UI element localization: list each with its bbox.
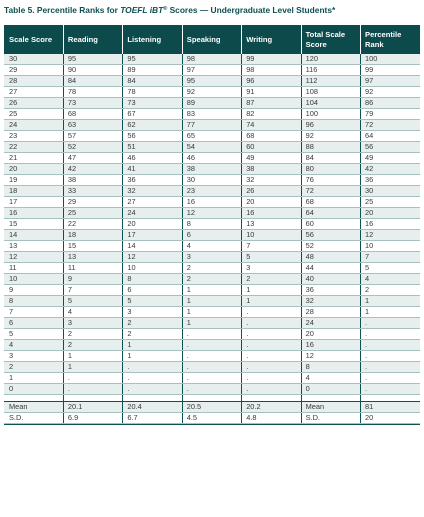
caption-registered-mark: ®	[163, 6, 168, 12]
table-cell: 12	[4, 252, 63, 263]
table-row	[4, 208, 420, 219]
table-cell: 22	[63, 219, 122, 230]
table-cell: 92	[182, 87, 241, 98]
table-cell: 10	[242, 230, 301, 241]
table-cell: 57	[63, 131, 122, 142]
table-cell: 20	[242, 197, 301, 208]
table-cell: 95	[123, 54, 182, 65]
table-cell: 24	[4, 120, 63, 131]
table-cell: 79	[361, 109, 420, 120]
table-cell: 1	[182, 307, 241, 318]
stat-cell: Mean	[301, 401, 360, 412]
table-cell: 97	[361, 76, 420, 87]
caption-prefix: Table 5. Percentile Ranks for	[4, 5, 121, 15]
table-cell: 65	[182, 131, 241, 142]
table-cell: 24	[301, 318, 360, 329]
table-cell: 21	[4, 153, 63, 164]
table-cell: 7	[63, 285, 122, 296]
col-listening-header: Listening	[123, 25, 182, 54]
table-cell: 82	[242, 109, 301, 120]
table-cell: 5	[63, 296, 122, 307]
table-cell: .	[242, 351, 301, 362]
table-cell: 24	[123, 208, 182, 219]
table-cell: .	[242, 384, 301, 395]
table-cell: 1	[123, 351, 182, 362]
col-percentile-rank-header: Percentile Rank	[361, 25, 420, 54]
table-cell: 64	[361, 131, 420, 142]
table-row	[4, 296, 420, 307]
table-cell: 1	[182, 318, 241, 329]
table-row	[4, 164, 420, 175]
table-cell: 19	[4, 175, 63, 186]
table-cell: 29	[4, 65, 63, 76]
table-cell: 78	[63, 87, 122, 98]
table-cell: 12	[301, 351, 360, 362]
table-cell: 1	[63, 351, 122, 362]
table-cell: .	[242, 329, 301, 340]
table-cell: 97	[182, 65, 241, 76]
table-row	[4, 65, 420, 76]
table-row	[4, 263, 420, 274]
table-cell: 49	[242, 153, 301, 164]
table-cell: 84	[301, 153, 360, 164]
table-cell: 52	[301, 241, 360, 252]
table-cell: 68	[301, 197, 360, 208]
table-cell: 48	[301, 252, 360, 263]
table-cell: 28	[301, 307, 360, 318]
table-cell: 1	[63, 362, 122, 373]
mean-row	[4, 401, 420, 412]
table-cell: 96	[301, 120, 360, 131]
table-cell: 98	[242, 65, 301, 76]
table-cell: .	[361, 318, 420, 329]
table-cell: 7	[361, 252, 420, 263]
table-cell: 38	[242, 164, 301, 175]
table-cell: 78	[123, 87, 182, 98]
table-header	[4, 25, 420, 54]
table-cell: 30	[182, 175, 241, 186]
col-writing-header: Writing	[242, 25, 301, 54]
table-cell: 6	[4, 318, 63, 329]
table-cell: 1	[361, 296, 420, 307]
table-cell: 28	[4, 76, 63, 87]
table-row	[4, 373, 420, 384]
table-cell: 120	[301, 54, 360, 65]
table-cell: 83	[182, 109, 241, 120]
table-cell: 89	[123, 65, 182, 76]
table-row	[4, 362, 420, 373]
col-total-scale-score-header: Total Scale Score	[301, 25, 360, 54]
table-cell: .	[182, 329, 241, 340]
table-row	[4, 98, 420, 109]
table-cell: 77	[182, 120, 241, 131]
stat-cell: S.D.	[4, 412, 63, 423]
table-cell: 1	[123, 340, 182, 351]
stat-cell: 20.2	[242, 401, 301, 412]
stat-cell: 6.7	[123, 412, 182, 423]
caption-toefl: TOEFL iBT	[120, 5, 164, 15]
table-cell: 2	[182, 263, 241, 274]
table-cell: 52	[63, 142, 122, 153]
table-cell: .	[123, 373, 182, 384]
table-cell: 9	[63, 274, 122, 285]
table-cell: .	[63, 373, 122, 384]
table-cell: 12	[123, 252, 182, 263]
table-cell: 2	[123, 318, 182, 329]
table-cell: 18	[4, 186, 63, 197]
table-cell: 23	[182, 186, 241, 197]
table-cell: 12	[361, 230, 420, 241]
table-cell: 11	[63, 263, 122, 274]
table-cell: 4	[182, 241, 241, 252]
col-reading-header: Reading	[63, 25, 122, 54]
table-cell: 41	[123, 164, 182, 175]
table-cell: 23	[4, 131, 63, 142]
table-cell: 4	[361, 274, 420, 285]
table-cell: .	[182, 351, 241, 362]
table-cell: .	[361, 329, 420, 340]
table-cell: 95	[182, 76, 241, 87]
table-row	[4, 274, 420, 285]
table-row	[4, 120, 420, 131]
table-cell: .	[242, 362, 301, 373]
table-row	[4, 197, 420, 208]
table-cell: 54	[182, 142, 241, 153]
table-cell: 5	[123, 296, 182, 307]
table-cell: .	[242, 340, 301, 351]
stat-cell: 4.5	[182, 412, 241, 423]
table-cell: 20	[301, 329, 360, 340]
table-cell: 44	[301, 263, 360, 274]
table-cell: 2	[63, 329, 122, 340]
table-row	[4, 252, 420, 263]
table-row	[4, 54, 420, 65]
table-cell: 92	[301, 131, 360, 142]
table-row	[4, 384, 420, 395]
table-row	[4, 318, 420, 329]
table-cell: 116	[301, 65, 360, 76]
table-cell: 3	[63, 318, 122, 329]
table-cell: 7	[4, 307, 63, 318]
table-cell: 47	[63, 153, 122, 164]
table-cell: 32	[242, 175, 301, 186]
table-cell: 68	[63, 109, 122, 120]
table-row	[4, 285, 420, 296]
table-cell: 4	[4, 340, 63, 351]
table-cell: 7	[242, 241, 301, 252]
table-cell: 63	[63, 120, 122, 131]
table-cell: 8	[123, 274, 182, 285]
table-cell: 64	[301, 208, 360, 219]
table-cell: 13	[4, 241, 63, 252]
table-cell: .	[123, 362, 182, 373]
table-cell: 26	[242, 186, 301, 197]
table-cell: 25	[361, 197, 420, 208]
table-cell: 13	[242, 219, 301, 230]
table-cell: 16	[301, 340, 360, 351]
table-cell: 56	[301, 230, 360, 241]
table-cell: 84	[123, 76, 182, 87]
table-cell: 38	[182, 164, 241, 175]
table-cell: .	[242, 373, 301, 384]
table-cell: 73	[63, 98, 122, 109]
table-cell: 18	[63, 230, 122, 241]
table-cell: 15	[63, 241, 122, 252]
table-cell: 2	[4, 362, 63, 373]
table-cell: 25	[63, 208, 122, 219]
table-cell: .	[123, 384, 182, 395]
table-cell: 74	[242, 120, 301, 131]
table-cell: .	[361, 384, 420, 395]
table-cell: 16	[182, 197, 241, 208]
stat-cell: 20.4	[123, 401, 182, 412]
table-cell: .	[242, 318, 301, 329]
table-cell: 1	[361, 307, 420, 318]
table-cell: 8	[301, 362, 360, 373]
table-cell: 2	[361, 285, 420, 296]
stat-cell: 20.5	[182, 401, 241, 412]
table-cell: 20	[123, 219, 182, 230]
table-cell: 2	[63, 340, 122, 351]
table-cell: 1	[182, 296, 241, 307]
table-cell: 60	[242, 142, 301, 153]
table-cell: 30	[4, 54, 63, 65]
col-scale-score-header: Scale Score	[4, 25, 63, 54]
table-cell: .	[361, 351, 420, 362]
table-cell: .	[361, 373, 420, 384]
table-cell: 11	[4, 263, 63, 274]
table-cell: 104	[301, 98, 360, 109]
table-cell: 32	[123, 186, 182, 197]
stat-cell: 20	[361, 412, 420, 423]
table-cell: .	[361, 362, 420, 373]
table-cell: 4	[301, 373, 360, 384]
table-cell: 4	[63, 307, 122, 318]
table-cell: 40	[301, 274, 360, 285]
table-cell: 3	[182, 252, 241, 263]
table-cell: 27	[123, 197, 182, 208]
table-cell: .	[63, 384, 122, 395]
table-row	[4, 219, 420, 230]
table-row	[4, 131, 420, 142]
table-cell: 6	[123, 285, 182, 296]
table-cell: 73	[123, 98, 182, 109]
table-cell: 27	[4, 87, 63, 98]
table-body	[4, 54, 420, 423]
table-cell: 25	[4, 109, 63, 120]
table-row	[4, 351, 420, 362]
table-row	[4, 153, 420, 164]
table-cell: 1	[242, 285, 301, 296]
table-cell: 62	[123, 120, 182, 131]
stat-cell: Mean	[4, 401, 63, 412]
stat-cell: 20.1	[63, 401, 122, 412]
table-cell: 68	[242, 131, 301, 142]
table-cell: 42	[361, 164, 420, 175]
table-row	[4, 241, 420, 252]
table-cell: .	[182, 384, 241, 395]
table-cell: 20	[4, 164, 63, 175]
table-cell: 3	[242, 263, 301, 274]
table-cell: 60	[301, 219, 360, 230]
table-cell: 90	[63, 65, 122, 76]
table-cell: 36	[123, 175, 182, 186]
table-cell: 16	[361, 219, 420, 230]
table-row	[4, 76, 420, 87]
table-cell: 86	[361, 98, 420, 109]
table-cell: 36	[361, 175, 420, 186]
table-cell: 16	[242, 208, 301, 219]
table-cell: 80	[301, 164, 360, 175]
table-frame	[4, 25, 420, 425]
table-cell: 76	[301, 175, 360, 186]
table-row	[4, 175, 420, 186]
table-cell: 20	[361, 208, 420, 219]
table-cell: 22	[4, 142, 63, 153]
header-row	[4, 25, 420, 54]
table-row	[4, 142, 420, 153]
table-cell: 91	[242, 87, 301, 98]
table-cell: 29	[63, 197, 122, 208]
table-cell: 51	[123, 142, 182, 153]
table-cell: 10	[123, 263, 182, 274]
table-cell: 16	[4, 208, 63, 219]
table-cell: 33	[63, 186, 122, 197]
table-cell: 13	[63, 252, 122, 263]
table-cell: 87	[242, 98, 301, 109]
table-cell: 2	[242, 274, 301, 285]
table-cell: 67	[123, 109, 182, 120]
table-cell: 46	[123, 153, 182, 164]
percentile-table	[4, 25, 420, 424]
table-cell: 100	[361, 54, 420, 65]
table-row	[4, 87, 420, 98]
table-cell: 0	[4, 384, 63, 395]
stat-cell: 81	[361, 401, 420, 412]
table-cell: 98	[182, 54, 241, 65]
table-cell: 5	[361, 263, 420, 274]
table-cell: 89	[182, 98, 241, 109]
table-cell: .	[182, 362, 241, 373]
table-cell: .	[242, 307, 301, 318]
table-row	[4, 307, 420, 318]
table-cell: 5	[242, 252, 301, 263]
table-cell: 0	[301, 384, 360, 395]
table-cell: 95	[63, 54, 122, 65]
table-cell: 99	[361, 65, 420, 76]
table-cell: 96	[242, 76, 301, 87]
table-cell: 30	[361, 186, 420, 197]
table-cell: 38	[63, 175, 122, 186]
table-cell: 10	[4, 274, 63, 285]
stat-cell: 6.9	[63, 412, 122, 423]
table-cell: 84	[63, 76, 122, 87]
table-row	[4, 329, 420, 340]
table-cell: 46	[182, 153, 241, 164]
table-cell: .	[361, 340, 420, 351]
table-cell: 32	[301, 296, 360, 307]
table-cell: 1	[242, 296, 301, 307]
table-cell: 112	[301, 76, 360, 87]
table-cell: 42	[63, 164, 122, 175]
table-cell: 88	[301, 142, 360, 153]
stat-cell: S.D.	[301, 412, 360, 423]
table-cell: 15	[4, 219, 63, 230]
col-speaking-header: Speaking	[182, 25, 241, 54]
table-cell: 17	[123, 230, 182, 241]
table-cell: 1	[4, 373, 63, 384]
table-cell: 56	[123, 131, 182, 142]
table-cell: 9	[4, 285, 63, 296]
table-cell: 26	[4, 98, 63, 109]
table-cell: 3	[4, 351, 63, 362]
table-cell: 5	[4, 329, 63, 340]
table-cell: 6	[182, 230, 241, 241]
table-caption	[4, 3, 420, 25]
table-cell: 10	[361, 241, 420, 252]
caption-suffix: Scores — Undergraduate Level Students*	[167, 5, 336, 15]
table-row	[4, 230, 420, 241]
table-cell: 12	[182, 208, 241, 219]
sd-row	[4, 412, 420, 423]
table-row	[4, 109, 420, 120]
table-cell: 100	[301, 109, 360, 120]
table-cell: 8	[182, 219, 241, 230]
table-cell: 14	[4, 230, 63, 241]
table-cell: 14	[123, 241, 182, 252]
table-cell: 3	[123, 307, 182, 318]
table-cell: 36	[301, 285, 360, 296]
table-cell: 8	[4, 296, 63, 307]
table-cell: 99	[242, 54, 301, 65]
table-cell: 2	[123, 329, 182, 340]
table-cell: .	[182, 373, 241, 384]
table-cell: 49	[361, 153, 420, 164]
table-cell: 2	[182, 274, 241, 285]
stat-cell: 4.8	[242, 412, 301, 423]
table-cell: 108	[301, 87, 360, 98]
table-cell: 1	[182, 285, 241, 296]
table-row	[4, 186, 420, 197]
table-cell: .	[182, 340, 241, 351]
table-row	[4, 340, 420, 351]
table-cell: 92	[361, 87, 420, 98]
table-cell: 17	[4, 197, 63, 208]
table-cell: 72	[361, 120, 420, 131]
table-cell: 56	[361, 142, 420, 153]
table-cell: 72	[301, 186, 360, 197]
